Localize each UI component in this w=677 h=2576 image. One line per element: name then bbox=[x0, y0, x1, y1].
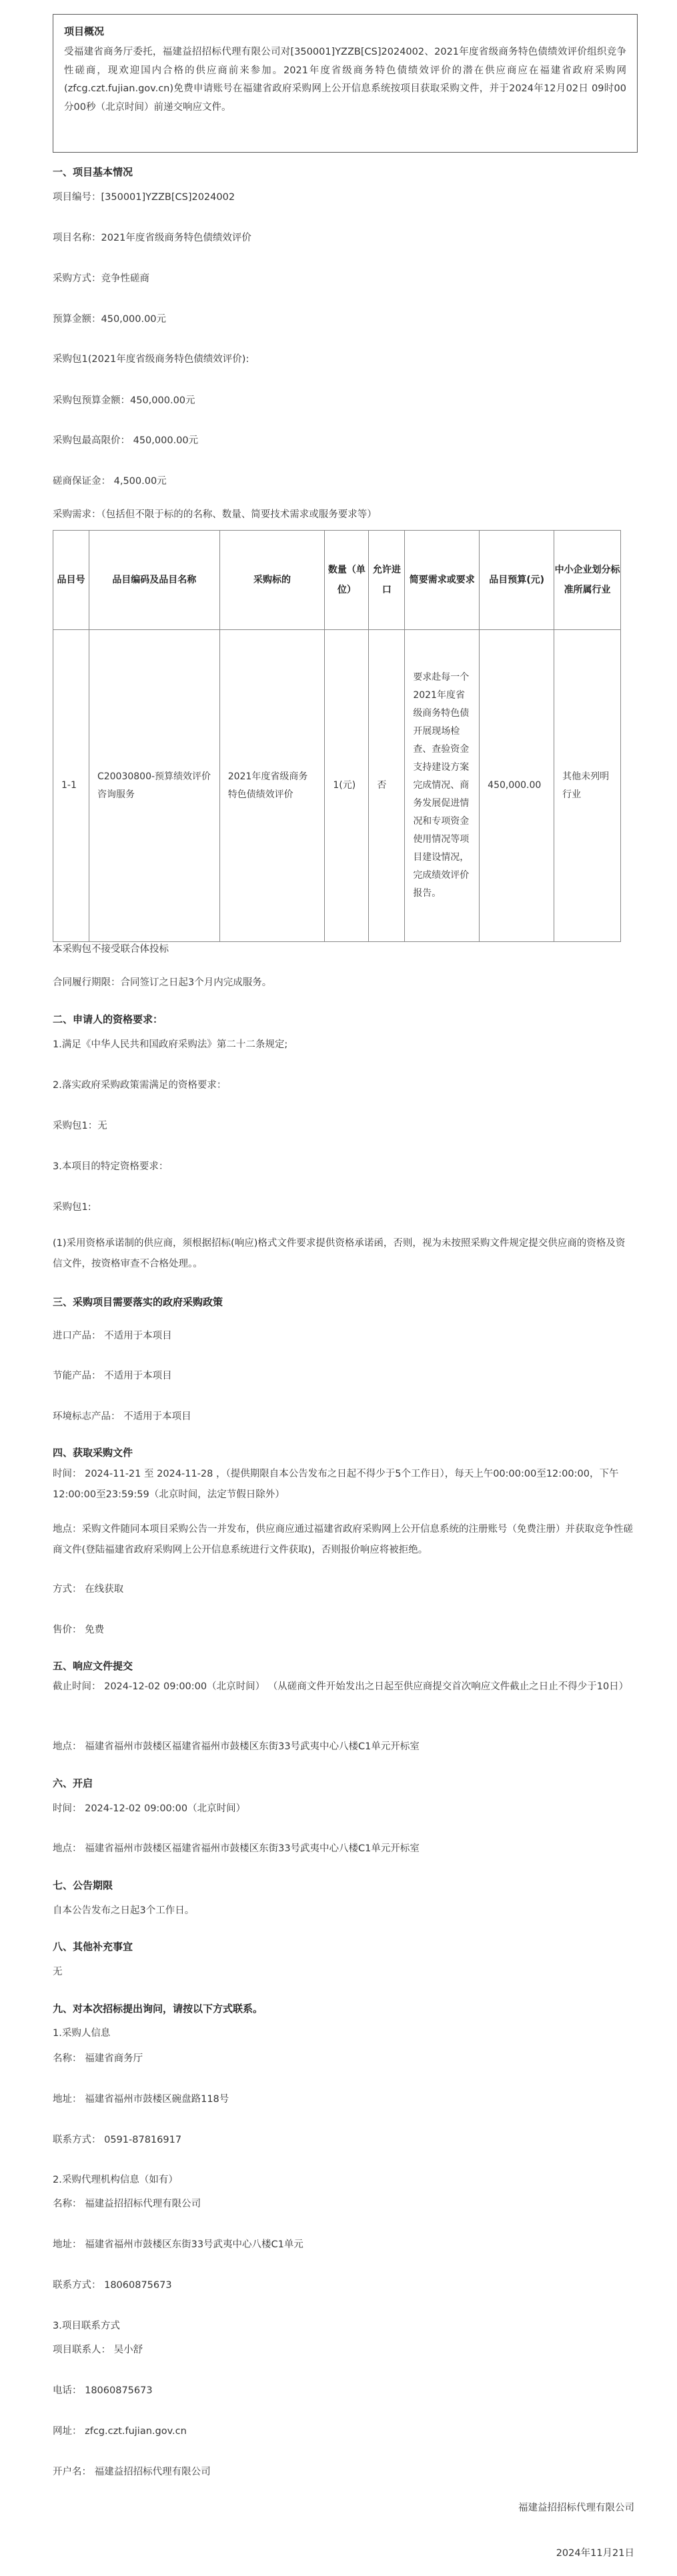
footer-date: 2024年11月21日 bbox=[556, 2548, 634, 2559]
account-name: 开户名： 福建益招招标代理有限公司 bbox=[53, 2467, 211, 2477]
opening-place: 地点： 福建省福州市鼓楼区福建省福州市鼓楼区东街33号武夷中心八楼C1单元开标室 bbox=[53, 1843, 420, 1854]
section-4-heading: 四、获取采购文件 bbox=[53, 1447, 133, 1459]
submit-place: 地点： 福建省福州市鼓楼区福建省福州市鼓楼区东街33号武夷中心八楼C1单元开标室 bbox=[53, 1741, 420, 1752]
cell-quantity: 1(元) bbox=[333, 780, 356, 791]
demand-intro: 采购需求：（包括但不限于标的的名称、数量、简要技术需求或服务要求等） bbox=[53, 509, 377, 520]
project-overview-box bbox=[53, 14, 638, 153]
obtain-price: 售价： 免费 bbox=[53, 1625, 105, 1635]
th-quantity: 数量（单位） bbox=[325, 531, 369, 630]
qualification-3: 3.本项目的特定资格要求： bbox=[53, 1161, 169, 1172]
cell-import: 否 bbox=[377, 780, 387, 791]
section-8-heading: 八、其他补充事宜 bbox=[53, 1941, 133, 1953]
procurement-method: 采购方式：竞争性磋商 bbox=[53, 273, 149, 284]
cell-item-code: C20030800-预算绩效评价咨询服务 bbox=[97, 771, 211, 800]
opening-time: 时间： 2024-12-02 09:00:00（北京时间） bbox=[53, 1803, 246, 1814]
deposit: 磋商保证金： 4,500.00元 bbox=[53, 476, 167, 487]
agency-name: 名称： 福建益招招标代理有限公司 bbox=[53, 2199, 201, 2209]
policy-import: 进口产品： 不适用于本项目 bbox=[53, 1331, 172, 1341]
section-1-heading: 一、项目基本情况 bbox=[53, 166, 133, 178]
consortium-note: 本采购包不接受联合体投标 bbox=[53, 944, 169, 955]
project-number: 项目编号：[350001]YZZB[CS]2024002 bbox=[53, 192, 235, 203]
section-7-heading: 七、公告期限 bbox=[53, 1879, 113, 1891]
section-6-heading: 六、开启 bbox=[53, 1777, 93, 1789]
policy-energy: 节能产品： 不适用于本项目 bbox=[53, 1371, 172, 1381]
package-1-none: 采购包1：无 bbox=[53, 1121, 107, 1131]
contract-period: 合同履行期限：合同签订之日起3个月内完成服务。 bbox=[53, 977, 272, 988]
package-1-label: 采购包1: bbox=[53, 1202, 91, 1213]
website: 网址： zfcg.czt.fujian.gov.cn bbox=[53, 2426, 187, 2437]
obtain-mode: 方式： 在线获取 bbox=[53, 1584, 124, 1595]
th-industry: 中小企业划分标准所属行业 bbox=[554, 531, 621, 630]
contact-person: 项目联系人： 吴小舒 bbox=[53, 2345, 143, 2355]
cell-item-no: 1-1 bbox=[61, 780, 77, 791]
policy-environment: 环境标志产品： 不适用于本项目 bbox=[53, 1411, 191, 1422]
package-budget: 采购包预算金额：450,000.00元 bbox=[53, 395, 195, 406]
contact-phone: 电话： 18060875673 bbox=[53, 2385, 153, 2396]
cell-requirements: 要求赴每一个2021年度省级商务特色债开展现场检查、查验资金支持建设方案完成情况、商务发展促进情况和专项资金使用情况等项目建设情况，完成绩效评价报告。 bbox=[413, 672, 470, 899]
agency-address: 地址： 福建省福州市鼓楼区东街33号武夷中心八楼C1单元 bbox=[53, 2239, 303, 2250]
budget-amount: 预算金额：450,000.00元 bbox=[53, 314, 167, 325]
overview-title: 项目概况 bbox=[64, 25, 105, 37]
project-name: 项目名称：2021年度省级商务特色债绩效评价 bbox=[53, 233, 251, 243]
th-target: 采购标的 bbox=[219, 531, 325, 630]
purchaser-info-title: 1.采购人信息 bbox=[53, 2028, 111, 2039]
table-header-row bbox=[53, 531, 621, 630]
th-item-code: 品目编码及品目名称 bbox=[89, 531, 219, 630]
project-contact-title: 3.项目联系方式 bbox=[53, 2321, 120, 2331]
qualification-1: 1.满足《中华人民共和国政府采购法》第二十二条规定; bbox=[53, 1039, 288, 1050]
cell-budget: 450,000.00 bbox=[488, 780, 542, 791]
section-5-heading: 五、响应文件提交 bbox=[53, 1660, 133, 1672]
section-2-heading: 二、申请人的资格要求： bbox=[53, 1013, 163, 1025]
cell-target: 2021年度省级商务特色债绩效评价 bbox=[227, 771, 308, 800]
obtain-place: 地点：采购文件随同本项目采购公告一并发布，供应商应通过福建省政府采购网上公开信息系统的注册账号（免费注册）并获取竞争性磋商文件(登陆福建省政府采购网上公开信息系统进行文件获取)，否则报价响应将被拒绝。 bbox=[53, 1524, 633, 1555]
th-requirements: 简要需求或要求 bbox=[405, 531, 480, 630]
obtain-time: 时间： 2024-11-21 至 2024-11-28 ，（提供期限自本公告发布之日起不得少于5个工作日），每天上午00:00:00至12:00:00，下午12:00:00至23:59:59（北京时间，法定节假日除外） bbox=[53, 1469, 619, 1500]
purchaser-phone: 联系方式： 0591-87816917 bbox=[53, 2135, 182, 2145]
requirements-table bbox=[53, 530, 621, 942]
section-9-heading: 九、对本次招标提出询问，请按以下方式联系。 bbox=[53, 2003, 263, 2015]
purchaser-name: 名称： 福建省商务厅 bbox=[53, 2053, 143, 2064]
th-import: 允许进口 bbox=[369, 531, 405, 630]
package-title: 采购包1(2021年度省级商务特色债绩效评价): bbox=[53, 354, 249, 365]
agency-phone: 联系方式： 18060875673 bbox=[53, 2280, 172, 2291]
cell-industry: 其他未列明行业 bbox=[562, 771, 610, 800]
qualification-note: (1)采用资格承诺制的供应商，须根据招标(响应)格式文件要求提供资格承诺函，否则，视为未按照采购文件规定提交供应商的资格及资信文件，按资格审查不合格处理。。 bbox=[53, 1238, 626, 1269]
table-row bbox=[53, 630, 621, 942]
other-matters: 无 bbox=[53, 1967, 63, 1977]
th-item-no: 品目号 bbox=[53, 531, 89, 630]
footer-organization: 福建益招招标代理有限公司 bbox=[518, 2503, 634, 2513]
submit-deadline: 截止时间： 2024-12-02 09:00:00（北京时间） （从磋商文件开始发出之日起至供应商提交首次响应文件截止之日止不得少于10日） bbox=[53, 1681, 629, 1692]
agency-info-title: 2.采购代理机构信息（如有） bbox=[53, 2175, 178, 2185]
overview-text: 受福建省商务厅委托，福建益招招标代理有限公司对[350001]YZZB[CS]2024002、2021年度省级商务特色债绩效评价组织竞争性磋商，现欢迎国内合格的供应商前来参加。2021年度省级商务特色债绩效评价的潜在供应商应在福建省政府采购网(zfcg.czt.fujian.gov.cn)免费申请账号在福建省政府采购网上公开信息系统按项目获取采购文件，并于2024年12月02日 09时00分00秒（北京时间）前递交响应文件。 bbox=[64, 47, 626, 113]
notice-period: 自本公告发布之日起3个工作日。 bbox=[53, 1905, 195, 1916]
package-max-price: 采购包最高限价： 450,000.00元 bbox=[53, 435, 199, 446]
purchaser-address: 地址： 福建省福州市鼓楼区碗盘路118号 bbox=[53, 2094, 229, 2105]
section-3-heading: 三、采购项目需要落实的政府采购政策 bbox=[53, 1296, 223, 1308]
qualification-2: 2.落实政府采购政策需满足的资格要求： bbox=[53, 1080, 227, 1091]
th-budget: 品目预算(元) bbox=[480, 531, 554, 630]
